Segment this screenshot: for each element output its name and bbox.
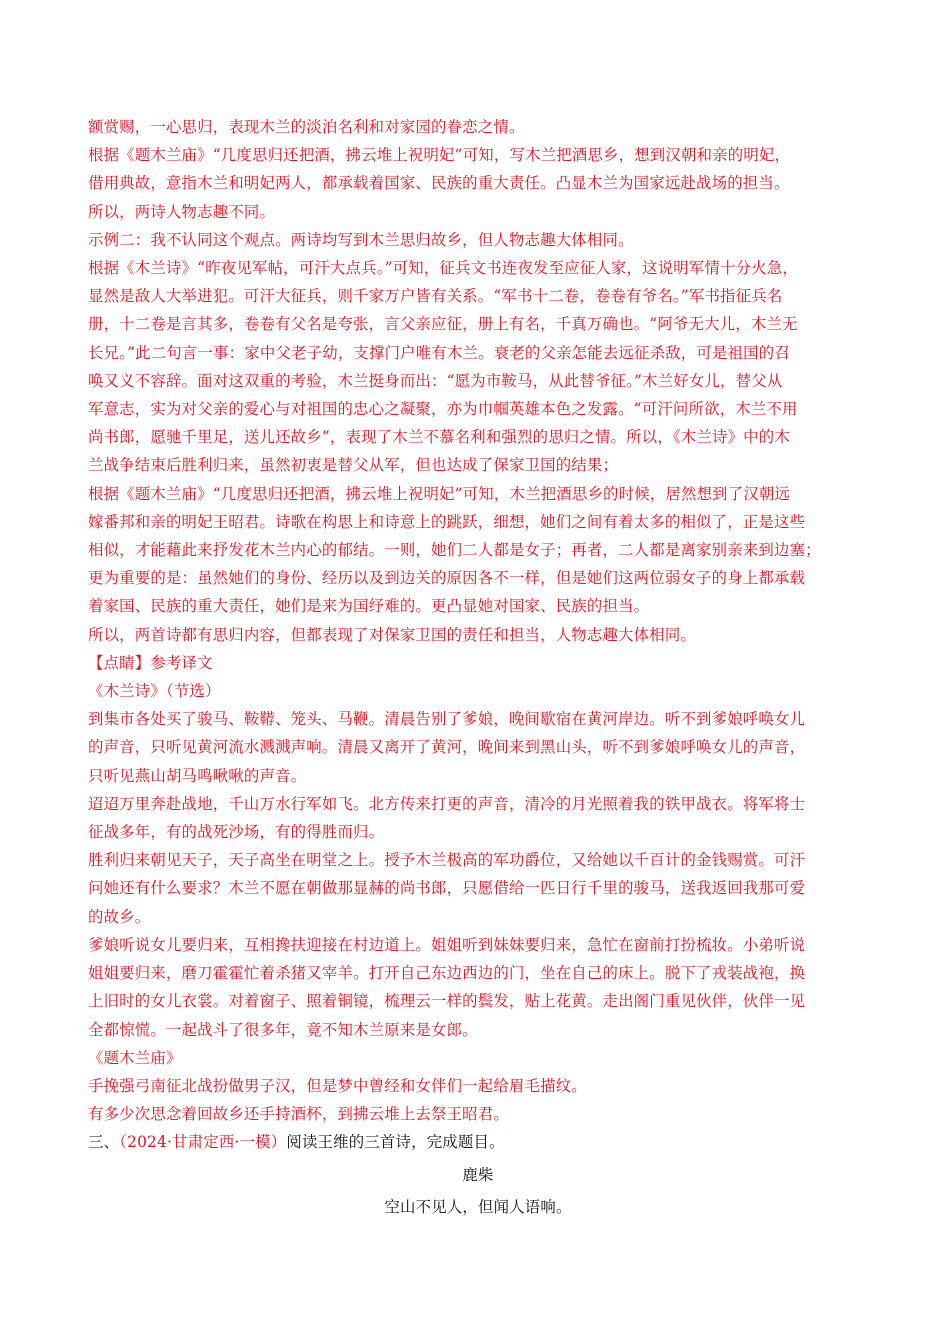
text-line: 胜利归来朝见天子，天子高坐在明堂之上。授予木兰极高的军功爵位，又给她以千百计的金钱赐赏。可汗 — [88, 851, 806, 870]
text-line: 根据《题木兰庙》“几度思归还把酒，拂云堆上祝明妃”可知，木兰把酒思乡的时候，居然想到了汉朝远 — [88, 484, 791, 503]
text-line: 唤又义不容辞。面对这双重的考验，木兰挺身而出：“愿为市鞍马，从此替爷征。”木兰好女儿，替父从 — [88, 371, 783, 390]
text-line: 问她还有什么要求？木兰不愿在朝做那显赫的尚书郎，只愿借给一匹日行千里的骏马，送我返回我那可爱 — [88, 879, 806, 898]
text-line: 更为重要的是：虽然她们的身份、经历以及到边关的原因各不一样，但是她们这两位弱女子的身上都承载 — [88, 569, 806, 588]
text-line: 有多少次思念着回故乡还手持酒杯，到拂云堆上去祭王昭君。 — [88, 1105, 509, 1124]
text-line: 着家国、民族的重大责任，她们是来为国纾难的。更凸显她对国家、民族的担当。 — [88, 597, 650, 616]
text-line: 到集市各处买了骏马、鞍鞯、笼头、马鞭。清晨告别了爹娘，晚间歇宿在黄河岸边。听不到爹娘呼唤女儿 — [88, 710, 806, 729]
text-line: 的故乡。 — [88, 907, 151, 926]
text-line: 示例二：我不认同这个观点。两诗均写到木兰思归故乡，但人物志趣大体相同。 — [88, 230, 634, 249]
text-line: 借用典故，意指木兰和明妃两人，都承载着国家、民族的重大责任。凸显木兰为国家远赴战场的担当。 — [88, 174, 790, 193]
text-line: 显然是敌人大举进犯。可汗大征兵，则千家万户皆有关系。“军书十二卷，卷卷有爷名。”军书指征兵名 — [88, 287, 783, 306]
translation-title: 《木兰诗》（节选） — [88, 682, 221, 701]
text-line: 迢迢万里奔赴战地，千山万水行军如飞。北方传来打更的声音，清冷的月光照着我的铁甲战衣。将军将士 — [88, 794, 806, 813]
answer-explanation — [88, 113, 868, 1221]
text-line: 兰战争结束后胜利归来，虽然初衷是替父从军，但也达成了保家卫国的结果； — [88, 456, 619, 475]
poem-title: 鹿柴 — [462, 1165, 494, 1184]
text-line: 根据《题木兰庙》“几度思归还把酒，拂云堆上祝明妃”可知，写木兰把酒思乡，想到汉朝和亲的明妃， — [88, 146, 791, 165]
text-line: 额赏赐，一心思归，表现木兰的淡泊名利和对家园的眷恋之情。 — [88, 118, 525, 136]
text-line: 尚书郎，愿驰千里足，送儿还故乡”，表现了木兰不慕名利和强烈的思归之情。所以，《木兰诗》中的木 — [88, 428, 790, 447]
text-line: 的声音，只听见黄河流水溅溅声响。清晨又离开了黄河，晚间来到黑山头，听不到爹娘呼唤女儿的声音， — [88, 738, 806, 757]
text-line: 根据《木兰诗》“昨夜见军帖，可汗大点兵。”可知，征兵文书连夜发至应征人家，这说明军情十分火急， — [88, 259, 799, 278]
text-line: 所以，两诗人物志趣不同。 — [88, 202, 276, 221]
question-heading — [88, 1128, 868, 1156]
text-line: 军意志，实为对父亲的爱心与对祖国的忠心之凝聚，亦为巾帼英雄本色之发露。“可汗问所欲，木兰不用 — [88, 400, 798, 419]
text-line: 所以，两首诗都有思归内容，但都表现了对保家卫国的责任和担当，人物志趣大体相同。 — [88, 625, 697, 644]
poem-line: 空山不见人，但闻人语响。 — [384, 1197, 572, 1216]
comment-heading: 【点睛】参考译文 — [88, 653, 213, 672]
text-line: 长兄。”此二句言一事：家中父老子幼，支撑门户唯有木兰。衰老的父亲怎能去远征杀敌，可是祖国的召 — [88, 343, 790, 362]
text-line: 上旧时的女儿衣裳。对着窗子、照着铜镜，梳理云一样的鬓发，贴上花黄。走出阁门重见伙伴，伙伴一见 — [88, 992, 806, 1011]
text-line: 相似，才能藉此来抒发花木兰内心的郁结。一则，她们二人都是女子；再者，二人都是离家别亲来到边塞； — [88, 541, 821, 560]
text-line: 全都惊慌。一起战斗了很多年，竟不知木兰原来是女郎。 — [88, 1020, 478, 1039]
question-prompt: 阅读王维的三首诗，完成题目。 — [286, 1133, 505, 1152]
text-line: 爹娘听说女儿要归来，互相搀扶迎接在村边道上。姐姐听到妹妹要归来，急忙在窗前打扮梳妆。小弟听说 — [88, 935, 806, 954]
text-line: 征战多年，有的战死沙场，有的得胜而归。 — [88, 823, 385, 842]
question-number: 三、 — [88, 1133, 120, 1152]
text-line: 嫁番邦和亲的明妃王昭君。诗歌在构思上和诗意上的跳跃，细想，她们之间有着太多的相似了，正是这些 — [88, 512, 806, 531]
translation-title: 《题木兰庙》 — [88, 1048, 182, 1067]
question-source: （2024·甘肃定西·一模） — [119, 1133, 287, 1152]
text-line: 册，十二卷是言其多，卷卷有父名是夸张，言父亲应征，册上有名，千真万确也。“阿爷无大儿，木兰无 — [88, 315, 798, 334]
text-line: 手挽强弓南征北战扮做男子汉，但是梦中曾经和女伴们一起给眉毛描纹。 — [88, 1076, 587, 1095]
text-line: 只听见燕山胡马鸣啾啾的声音。 — [88, 766, 307, 785]
text-line: 姐姐要归来，磨刀霍霍忙着杀猪又宰羊。打开自己东边西边的门，坐在自己的床上。脱下了戎装战袍，换 — [88, 964, 806, 983]
